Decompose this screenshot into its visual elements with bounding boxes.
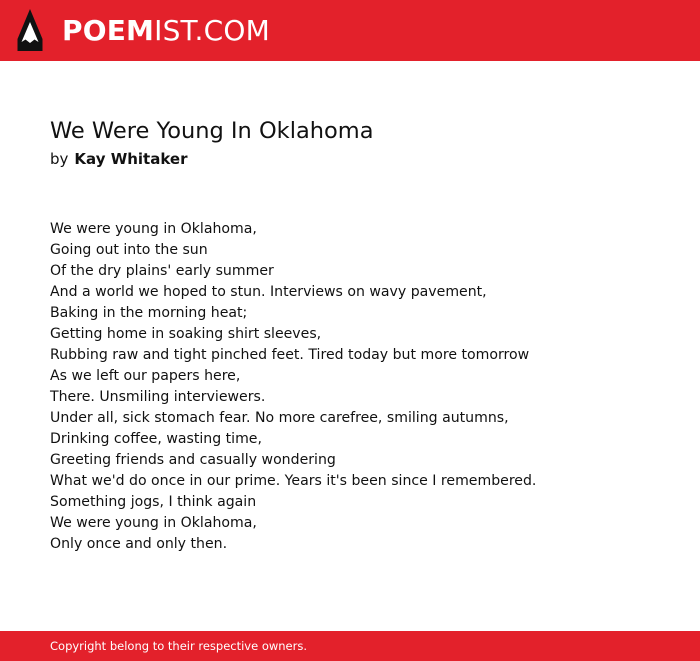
- poem-title: We Were Young In Oklahoma: [50, 118, 374, 144]
- poem-line: Baking in the morning heat;: [50, 305, 248, 321]
- poem-line: Greeting friends and casually wondering: [50, 452, 336, 468]
- by-label: by: [50, 150, 69, 168]
- poem-line: Under all, sick stomach fear. No more carefree, smiling autumns,: [50, 410, 509, 426]
- poem-line: We were young in Oklahoma,: [50, 515, 257, 531]
- poem-line: What we'd do once in our prime. Years it's been since I remembered.: [50, 473, 537, 489]
- poem-line: As we left our papers here,: [50, 368, 241, 384]
- poem-line: Only once and only then.: [50, 536, 228, 552]
- poem-line: Something jogs, I think again: [50, 494, 257, 510]
- author-name: Kay Whitaker: [74, 150, 188, 168]
- poem-line: Getting home in soaking shirt sleeves,: [50, 326, 322, 342]
- poem-body: [50, 219, 536, 555]
- poem-line: There. Unsmiling interviewers.: [50, 389, 266, 405]
- copyright-notice: Copyright belong to their respective owners.: [50, 639, 308, 653]
- byline: [50, 149, 188, 169]
- logo-text-bold: POEM: [62, 14, 155, 47]
- pencil-tip-icon[interactable]: [17, 9, 43, 51]
- site-header: [0, 0, 700, 61]
- poem-line: Rubbing raw and tight pinched feet. Tired today but more tomorrow: [50, 347, 530, 363]
- poem-line: We were young in Oklahoma,: [50, 221, 257, 237]
- logo-text-light: IST.COM: [154, 14, 270, 47]
- poem-line: Of the dry plains' early summer: [50, 263, 274, 279]
- site-logo[interactable]: [62, 12, 270, 50]
- site-footer: [0, 631, 700, 661]
- poem-line: Going out into the sun: [50, 242, 208, 258]
- poem-line: Drinking coffee, wasting time,: [50, 431, 262, 447]
- poem-line: And a world we hoped to stun. Interviews on wavy pavement,: [50, 284, 487, 300]
